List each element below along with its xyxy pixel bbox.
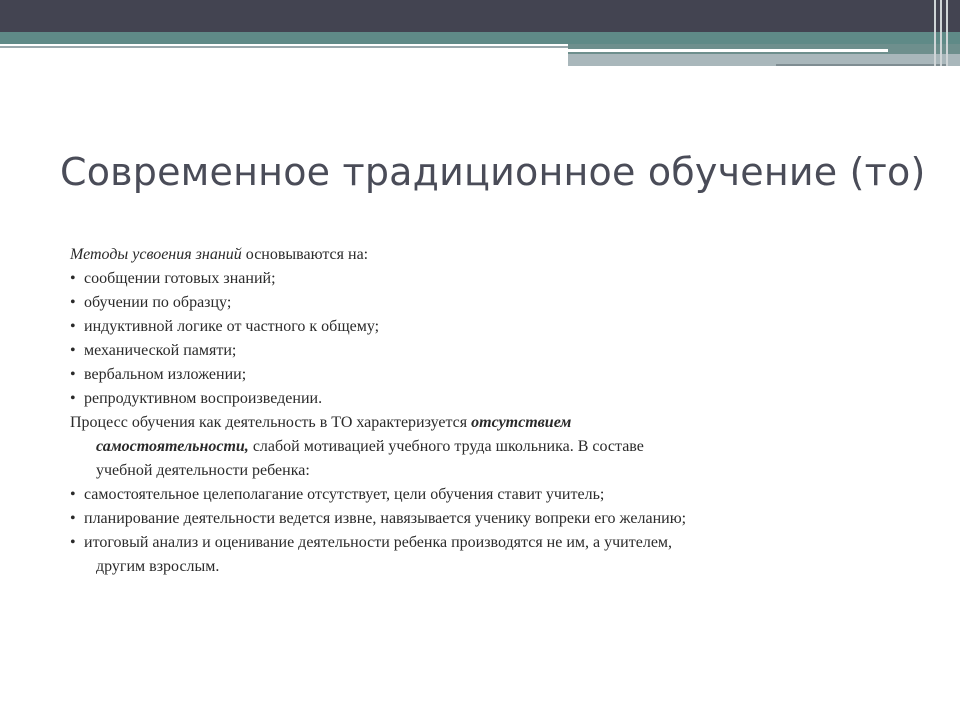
- header-bar-dark: [0, 0, 960, 32]
- list-item-cont: [70, 555, 900, 579]
- list-item-text: индуктивной логике от частного к общему;: [84, 318, 380, 335]
- list-item: [70, 387, 900, 411]
- list-item: [70, 363, 900, 387]
- header-stripe: [568, 49, 888, 52]
- process-paragraph: [70, 411, 900, 435]
- bullet-icon: •: [70, 342, 76, 359]
- list-item-text: итоговый анализ и оценивание деятельности ребенка производятся не им, а учителем,: [84, 534, 673, 551]
- process-paragraph-cont: [70, 459, 900, 483]
- list-item-text: репродуктивном воспроизведении.: [84, 390, 323, 407]
- list-item: [70, 507, 900, 531]
- list-item: [70, 291, 900, 315]
- header-vertical-line: [934, 0, 936, 66]
- process-tail-1: слабой мотивацией учебного труда школьника. В составе: [248, 438, 644, 455]
- bullet-icon: •: [70, 390, 76, 407]
- bullet-icon: •: [70, 318, 76, 335]
- list-item: [70, 315, 900, 339]
- list-item-text: самостоятельное целеполагание отсутствует, цели обучения ставит учитель;: [84, 486, 605, 503]
- process-paragraph-cont: [70, 435, 900, 459]
- intro-rest: основываются на:: [241, 246, 369, 263]
- list-item: [70, 339, 900, 363]
- header-line-right: [776, 64, 946, 66]
- list-item: [70, 483, 900, 507]
- intro-line: [70, 243, 900, 267]
- process-emphasis-2: самостоятельности,: [96, 438, 249, 455]
- header-vertical-line: [940, 0, 942, 66]
- bullet-icon: •: [70, 366, 76, 383]
- header-bar-teal: [0, 32, 960, 44]
- list-item-text: другим взрослым.: [96, 558, 220, 575]
- bullet-icon: •: [70, 534, 76, 551]
- process-lead: Процесс обучения как деятельность в ТО характеризуется: [70, 414, 472, 431]
- list-item-text: вербальном изложении;: [84, 366, 247, 383]
- bullet-icon: •: [70, 486, 76, 503]
- header-line-left: [0, 46, 568, 48]
- header-vertical-line: [946, 0, 948, 66]
- slide-body: [70, 243, 900, 579]
- list-item-text: обучении по образцу;: [84, 294, 232, 311]
- process-emphasis-1: отсутствием: [471, 414, 572, 431]
- list-item-text: механической памяти;: [84, 342, 237, 359]
- bullet-icon: •: [70, 270, 76, 287]
- intro-italic: Методы усвоения знаний: [70, 246, 242, 263]
- list-item-text: планирование деятельности ведется извне, навязывается ученику вопреки его желанию;: [84, 510, 687, 527]
- list-item: [70, 531, 900, 555]
- slide-title: Современное традиционное обучение (то): [60, 150, 926, 194]
- bullet-icon: •: [70, 510, 76, 527]
- bullet-icon: •: [70, 294, 76, 311]
- process-tail-2: учебной деятельности ребенка:: [96, 462, 310, 479]
- list-item-text: сообщении готовых знаний;: [84, 270, 276, 287]
- list-item: [70, 267, 900, 291]
